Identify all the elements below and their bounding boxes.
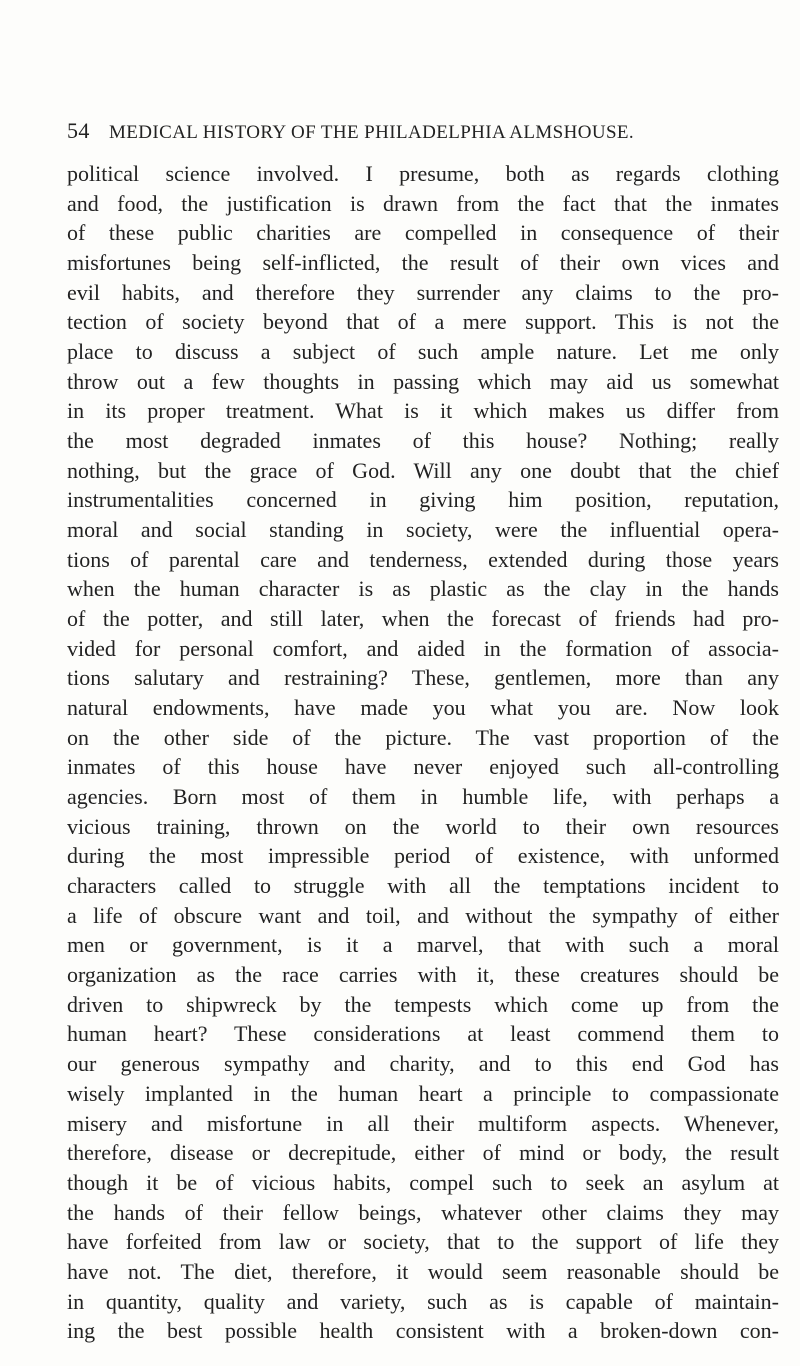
text-line: therefore, disease or decrepitude, either of mind or body, the result [67, 1140, 779, 1166]
text-line: organization as the race carries with it, these creatures should be [67, 962, 779, 988]
text-line: vided for personal comfort, and aided in the formation of associa- [67, 635, 779, 661]
text-line: of the potter, and still later, when the forecast of friends had pro- [67, 606, 779, 632]
text-line: agencies. Born most of them in humble life, with perhaps a [67, 784, 779, 810]
text-line: during the most impressible period of existence, with unformed [67, 843, 779, 869]
running-title: MEDICAL HISTORY OF THE PHILADELPHIA ALMSHOUSE. [108, 122, 635, 143]
text-line: evil habits, and therefore they surrender any claims to the pro- [67, 279, 779, 305]
text-line: and food, the justification is drawn from the fact that the inmates [67, 190, 779, 216]
text-line: in its proper treatment. What is it which makes us differ from [67, 398, 779, 424]
text-line: wisely implanted in the human heart a principle to compassionate [67, 1080, 779, 1106]
text-line: the most degraded inmates of this house? Nothing; really [67, 428, 779, 454]
text-line: throw out a few thoughts in passing which may aid us somewhat [67, 368, 779, 394]
text-line: have forfeited from law or society, that to the support of life they [67, 1229, 779, 1255]
text-line: nothing, but the grace of God. Will any one doubt that the chief [67, 457, 779, 483]
page-number: 54 [67, 118, 90, 143]
text-line: misfortunes being self-inflicted, the result of their own vices and [67, 250, 779, 276]
body-paragraph [67, 159, 779, 1346]
text-line: place to discuss a subject of such ample nature. Let me only [67, 339, 779, 365]
text-line: moral and social standing in society, were the influential opera- [67, 517, 779, 543]
text-line: our generous sympathy and charity, and to this end God has [67, 1051, 779, 1077]
text-line: ing the best possible health consistent with a broken-down con- [67, 1318, 779, 1344]
text-line: when the human character is as plastic as the clay in the hands [67, 576, 779, 602]
text-line: political science involved. I presume, both as regards clothing [67, 161, 779, 186]
text-line: human heart? These considerations at least commend them to [67, 1021, 779, 1047]
text-line: natural endowments, have made you what you are. Now look [67, 695, 779, 721]
text-line: of these public charities are compelled in consequence of their [67, 220, 779, 246]
text-line: vicious training, thrown on the world to their own resources [67, 813, 779, 839]
text-line: a life of obscure want and toil, and without the sympathy of either [67, 902, 779, 928]
text-line: inmates of this house have never enjoyed such all-controlling [67, 754, 779, 780]
text-line: though it be of vicious habits, compel such to seek an asylum at [67, 1169, 779, 1195]
text-line: the hands of their fellow beings, whatever other claims they may [67, 1199, 779, 1225]
text-line: have not. The diet, therefore, it would seem reasonable should be [67, 1258, 779, 1284]
text-line: driven to shipwreck by the tempests which come up from the [67, 991, 779, 1017]
text-line: tions of parental care and tenderness, extended during those years [67, 546, 779, 572]
text-line: in quantity, quality and variety, such as is capable of maintain- [67, 1288, 779, 1314]
text-line: misery and misfortune in all their multiform aspects. Whenever, [67, 1110, 779, 1136]
running-head [67, 118, 767, 144]
text-line: characters called to struggle with all the temptations incident to [67, 873, 779, 899]
text-line: tection of society beyond that of a mere support. This is not the [67, 309, 779, 335]
text-line: men or government, is it a marvel, that with such a moral [67, 932, 779, 958]
text-line: tions salutary and restraining? These, gentlemen, more than any [67, 665, 779, 691]
text-line: instrumentalities concerned in giving him position, reputation, [67, 487, 779, 513]
text-line: on the other side of the picture. The vast proportion of the [67, 724, 779, 750]
